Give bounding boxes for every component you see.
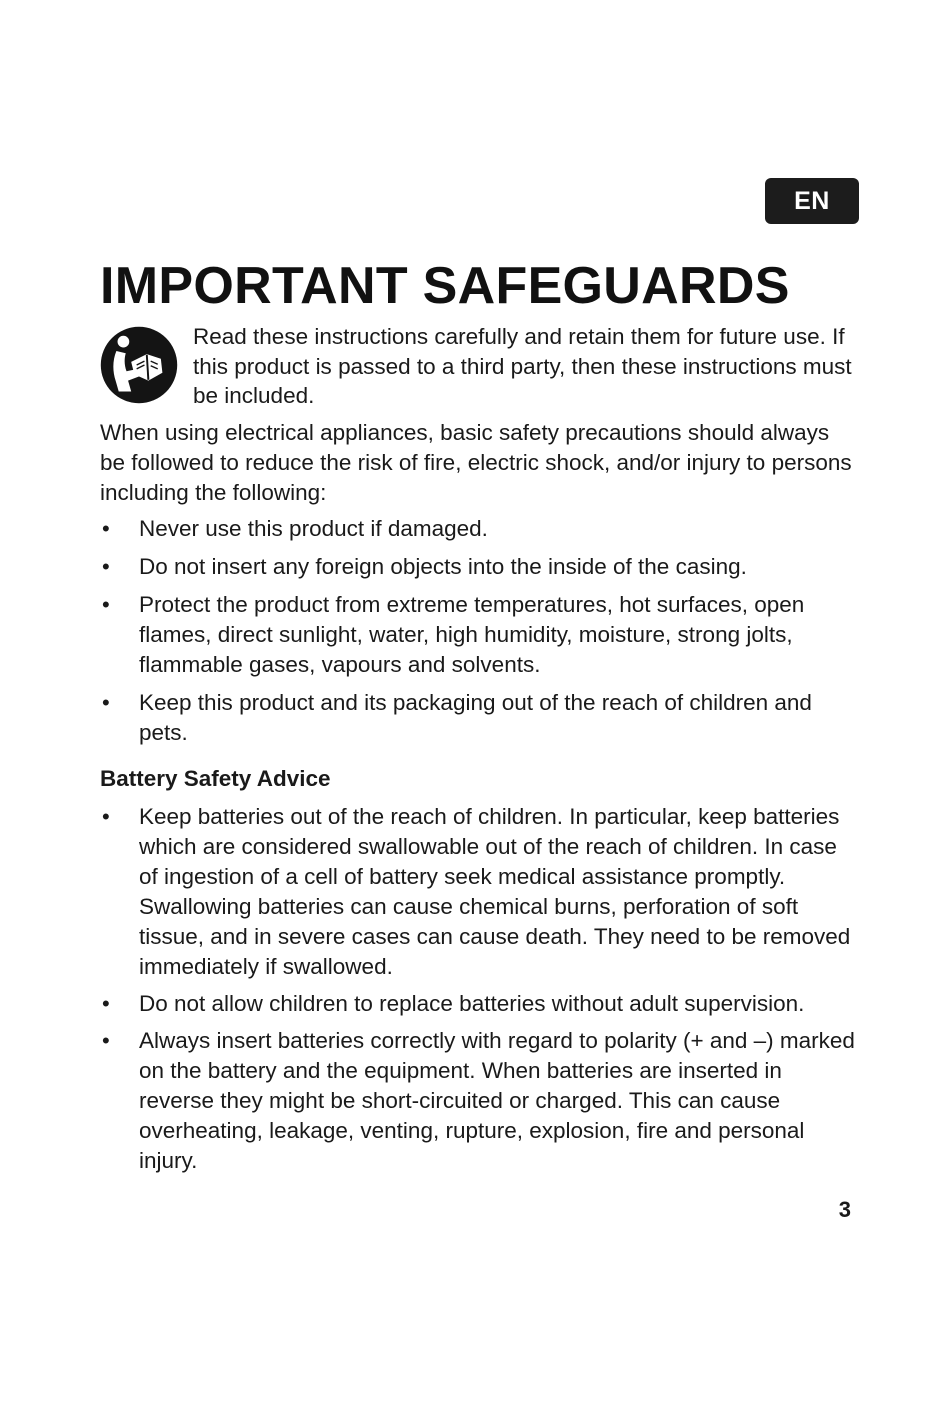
bullet-icon: • [102,516,110,541]
list-item-text: Never use this product if damaged. [139,516,488,541]
list-item [100,802,860,982]
bullet-icon: • [102,592,110,617]
list-item-text: Do not insert any foreign objects into the inside of the casing. [139,554,747,579]
battery-section-heading: Battery Safety Advice [100,766,331,791]
list-item-text: Keep this product and its packaging out of the reach of children and pets. [139,690,812,745]
list-item-text: Keep batteries out of the reach of children. In particular, keep batteries which are considered swallowable out of the reach of children. In case of ingestion of a cell of battery seek medical assistance promptly. Swallowing batteries can cause chemical burns, perforation of soft tissue, and in severe cases can cause death. They need to be removed immediately if swallowed. [139,804,851,979]
page-title: IMPORTANT SAFEGUARDS [100,257,790,315]
list-item [100,590,860,680]
bullet-icon: • [102,554,110,579]
read-instructions-note: Read these instructions carefully and retain them for future use. If this product is passed to a third party, then these instructions must be included. [193,324,852,408]
list-item [100,989,860,1019]
bullet-icon: • [102,690,110,715]
battery-safety-list [100,802,860,1183]
list-item-text: Always insert batteries correctly with regard to polarity (+ and –) marked on the battery and the equipment. When batteries are inserted in reverse they might be short-circuited or charged. This can cause overheating, leakage, venting, rupture, explosion, fire and personal injury. [139,1028,855,1173]
safety-list [100,514,860,756]
bullet-icon: • [102,1028,110,1053]
list-item [100,688,860,748]
list-item [100,1026,860,1176]
bullet-icon: • [102,991,110,1016]
list-item-text: Do not allow children to replace batteries without adult supervision. [139,991,805,1016]
list-item-text: Protect the product from extreme temperatures, hot surfaces, open flames, direct sunlight, water, high humidity, moisture, strong jolts, flammable gases, vapours and solvents. [139,592,805,677]
page-number: 3 [838,1197,851,1222]
general-safety-statement: When using electrical appliances, basic safety precautions should always be followed to reduce the risk of fire, electric shock, and/or injury to persons including the following: [100,420,852,505]
list-item [100,552,860,582]
list-item [100,514,860,544]
bullet-icon: • [102,804,110,829]
read-manual-icon [100,326,178,404]
language-tab: EN [765,178,859,224]
